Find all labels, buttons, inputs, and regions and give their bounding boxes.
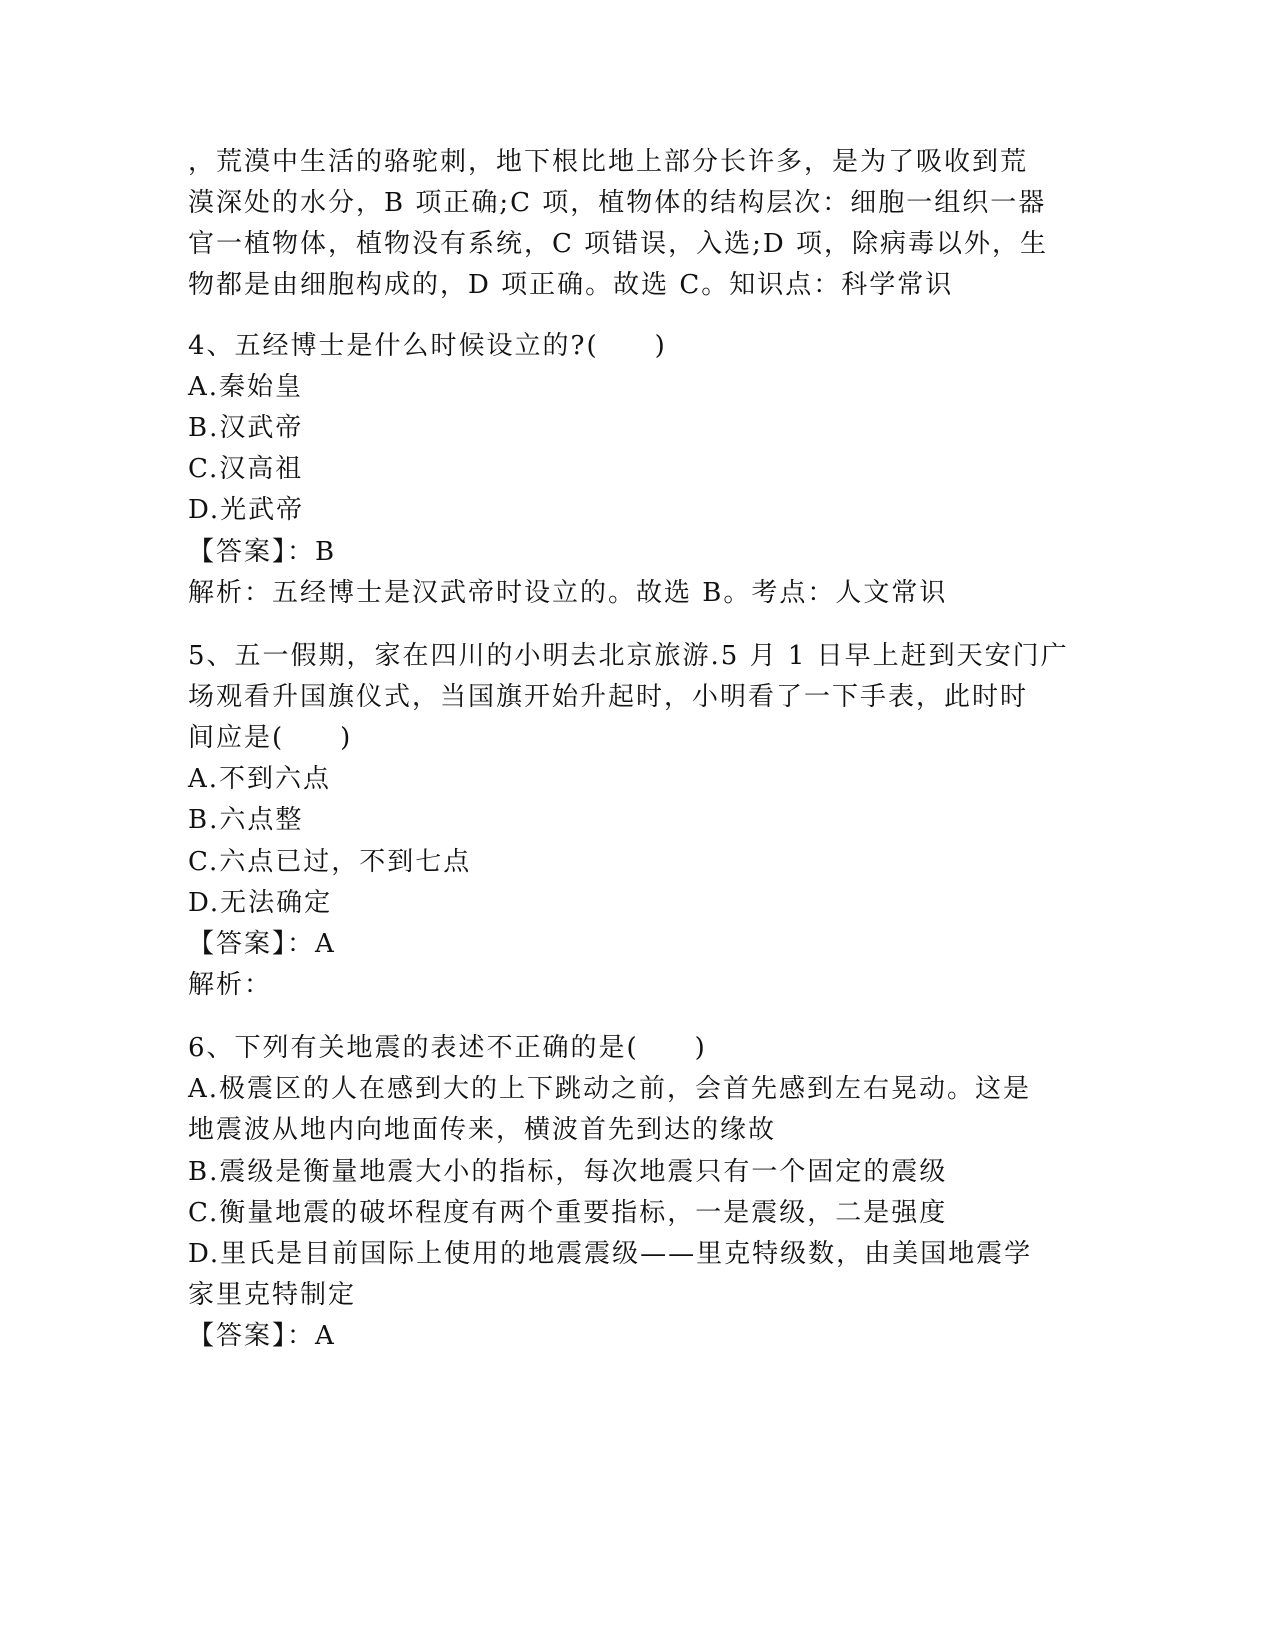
- text-line: 官一植物体，植物没有系统，C 项错误，入选;D 项，除病毒以外，生: [188, 229, 1049, 259]
- option-b: B.汉武帝: [188, 413, 304, 443]
- analysis: 解析：: [188, 970, 273, 1000]
- question-text: 4、五经博士是什么时候设立的?( ): [188, 331, 667, 361]
- text-line: 漠深处的水分，B 项正确;C 项，植物体的结构层次：细胞一组织一器: [188, 188, 1047, 218]
- option-c: C.汉高祖: [188, 454, 304, 484]
- question-text-line: 5、五一假期，家在四川的小明去北京旅游.5 月 1 日早上赶到天安门广: [188, 641, 1069, 671]
- question-text: 6、下列有关地震的表述不正确的是( ): [188, 1033, 707, 1063]
- option-c: C.六点已过，不到七点: [188, 847, 472, 877]
- option-line: A.极震区的人在感到大的上下跳动之前，会首先感到左右晃动。这是: [188, 1074, 1032, 1104]
- answer: 【答案】：A: [188, 1321, 336, 1351]
- question-text-line: 场观看升国旗仪式，当国旗开始升起时，小明看了一下手表，此时时: [188, 682, 1029, 712]
- option-line: 家里克特制定: [188, 1280, 357, 1310]
- answer: 【答案】：A: [188, 929, 336, 959]
- analysis: 解析：五经博士是汉武帝时设立的。故选 B。考点：人文常识: [188, 578, 948, 608]
- option-line: D.里氏是目前国际上使用的地震震级——里克特级数，由美国地震学: [188, 1239, 1033, 1269]
- option-d: D.光武帝: [188, 495, 305, 525]
- option-line: B.震级是衡量地震大小的指标，每次地震只有一个固定的震级: [188, 1157, 948, 1187]
- option-line: C.衡量地震的破坏程度有两个重要指标，一是震级，二是强度: [188, 1198, 948, 1228]
- option-b: B.六点整: [188, 805, 304, 835]
- option-a: A.不到六点: [188, 764, 332, 794]
- option-d: D.无法确定: [188, 888, 333, 918]
- text-line: ，荒漠中生活的骆驼刺，地下根比地上部分长许多，是为了吸收到荒: [188, 147, 1029, 177]
- answer: 【答案】：B: [188, 537, 337, 567]
- text-line: 物都是由细胞构成的，D 项正确。故选 C。知识点：科学常识: [188, 270, 954, 300]
- option-line: 地震波从地内向地面传来，横波首先到达的缘故: [188, 1115, 777, 1145]
- option-a: A.秦始皇: [188, 372, 304, 402]
- question-text-line: 间应是( ): [188, 723, 353, 753]
